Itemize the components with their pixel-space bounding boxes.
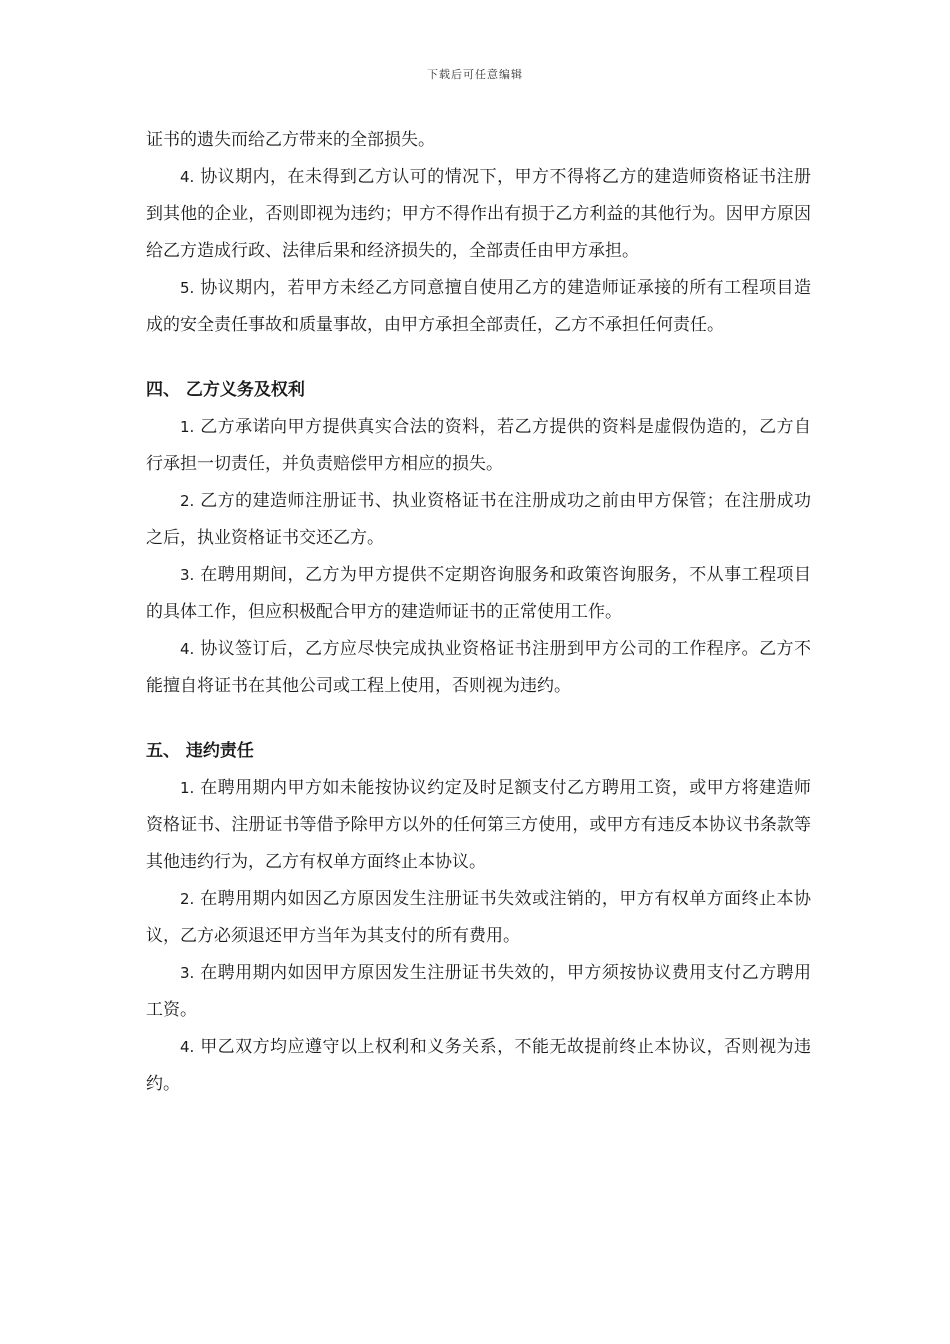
clause-number: 4. bbox=[180, 1038, 195, 1056]
clause-text: 在聘用期内如因乙方原因发生注册证书失效或注销的，甲方有权单方面终止本协议，乙方必须退还甲方当年为其支付的所有费用。 bbox=[146, 889, 812, 946]
section-4-title: 四、 乙方义务及权利 bbox=[146, 380, 305, 400]
clause-text: 乙方承诺向甲方提供真实合法的资料，若乙方提供的资料是虚假伪造的，乙方自行承担一切责任，并负责赔偿甲方相应的损失。 bbox=[146, 417, 812, 474]
section-5-title: 五、 违约责任 bbox=[146, 741, 254, 761]
clause-number: 2. bbox=[180, 492, 195, 510]
clause-number: 3. bbox=[180, 566, 195, 584]
clause-5-2 bbox=[146, 881, 811, 955]
clause-number: 4. bbox=[180, 640, 195, 658]
clause-5-4 bbox=[146, 1029, 811, 1103]
clause-number: 3. bbox=[180, 964, 195, 982]
clause-4-2 bbox=[146, 483, 811, 557]
clause-3-4 bbox=[146, 159, 811, 270]
clause-3-5 bbox=[146, 270, 811, 344]
clause-4-4 bbox=[146, 631, 811, 705]
clause-text: 乙方的建造师注册证书、执业资格证书在注册成功之前由甲方保管；在注册成功之后，执业资格证书交还乙方。 bbox=[146, 491, 812, 548]
clause-5-1 bbox=[146, 770, 811, 881]
clause-text: 协议签订后，乙方应尽快完成执业资格证书注册到甲方公司的工作程序。乙方不能擅自将证书在其他公司或工程上使用，否则视为违约。 bbox=[146, 639, 812, 696]
clause-number: 1. bbox=[180, 779, 195, 797]
clause-number: 5. bbox=[180, 279, 195, 297]
clause-number: 1. bbox=[180, 418, 195, 436]
page-header: 下载后可任意编辑 bbox=[427, 68, 523, 81]
clause-text: 在聘用期间，乙方为甲方提供不定期咨询服务和政策咨询服务，不从事工程项目的具体工作，但应积极配合甲方的建造师证书的正常使用工作。 bbox=[146, 565, 812, 622]
continuation-paragraph: 证书的遗失而给乙方带来的全部损失。 bbox=[146, 130, 435, 150]
clause-text: 在聘用期内甲方如未能按协议约定及时足额支付乙方聘用工资，或甲方将建造师资格证书、注册证书等借予除甲方以外的任何第三方使用，或甲方有违反本协议书条款等其他违约行为，乙方有权单方面终止本协议。 bbox=[146, 778, 812, 872]
clause-4-1 bbox=[146, 409, 811, 483]
clause-text: 协议期内，在未得到乙方认可的情况下，甲方不得将乙方的建造师资格证书注册到其他的企业，否则即视为违约；甲方不得作出有损于乙方利益的其他行为。因甲方原因给乙方造成行政、法律后果和经济损失的，全部责任由甲方承担。 bbox=[146, 167, 812, 261]
clause-number: 2. bbox=[180, 890, 195, 908]
clause-5-3 bbox=[146, 955, 811, 1029]
document-body bbox=[146, 122, 811, 1103]
section-gap bbox=[146, 705, 811, 733]
clause-4-3 bbox=[146, 557, 811, 631]
clause-text: 协议期内，若甲方未经乙方同意擅自使用乙方的建造师证承接的所有工程项目造成的安全责任事故和质量事故，由甲方承担全部责任，乙方不承担任何责任。 bbox=[146, 278, 812, 335]
clause-text: 在聘用期内如因甲方原因发生注册证书失效的，甲方须按协议费用支付乙方聘用工资。 bbox=[146, 963, 812, 1020]
section-gap bbox=[146, 344, 811, 372]
clause-text: 甲乙双方均应遵守以上权利和义务关系，不能无故提前终止本协议，否则视为违约。 bbox=[146, 1037, 812, 1094]
clause-number: 4. bbox=[180, 168, 195, 186]
